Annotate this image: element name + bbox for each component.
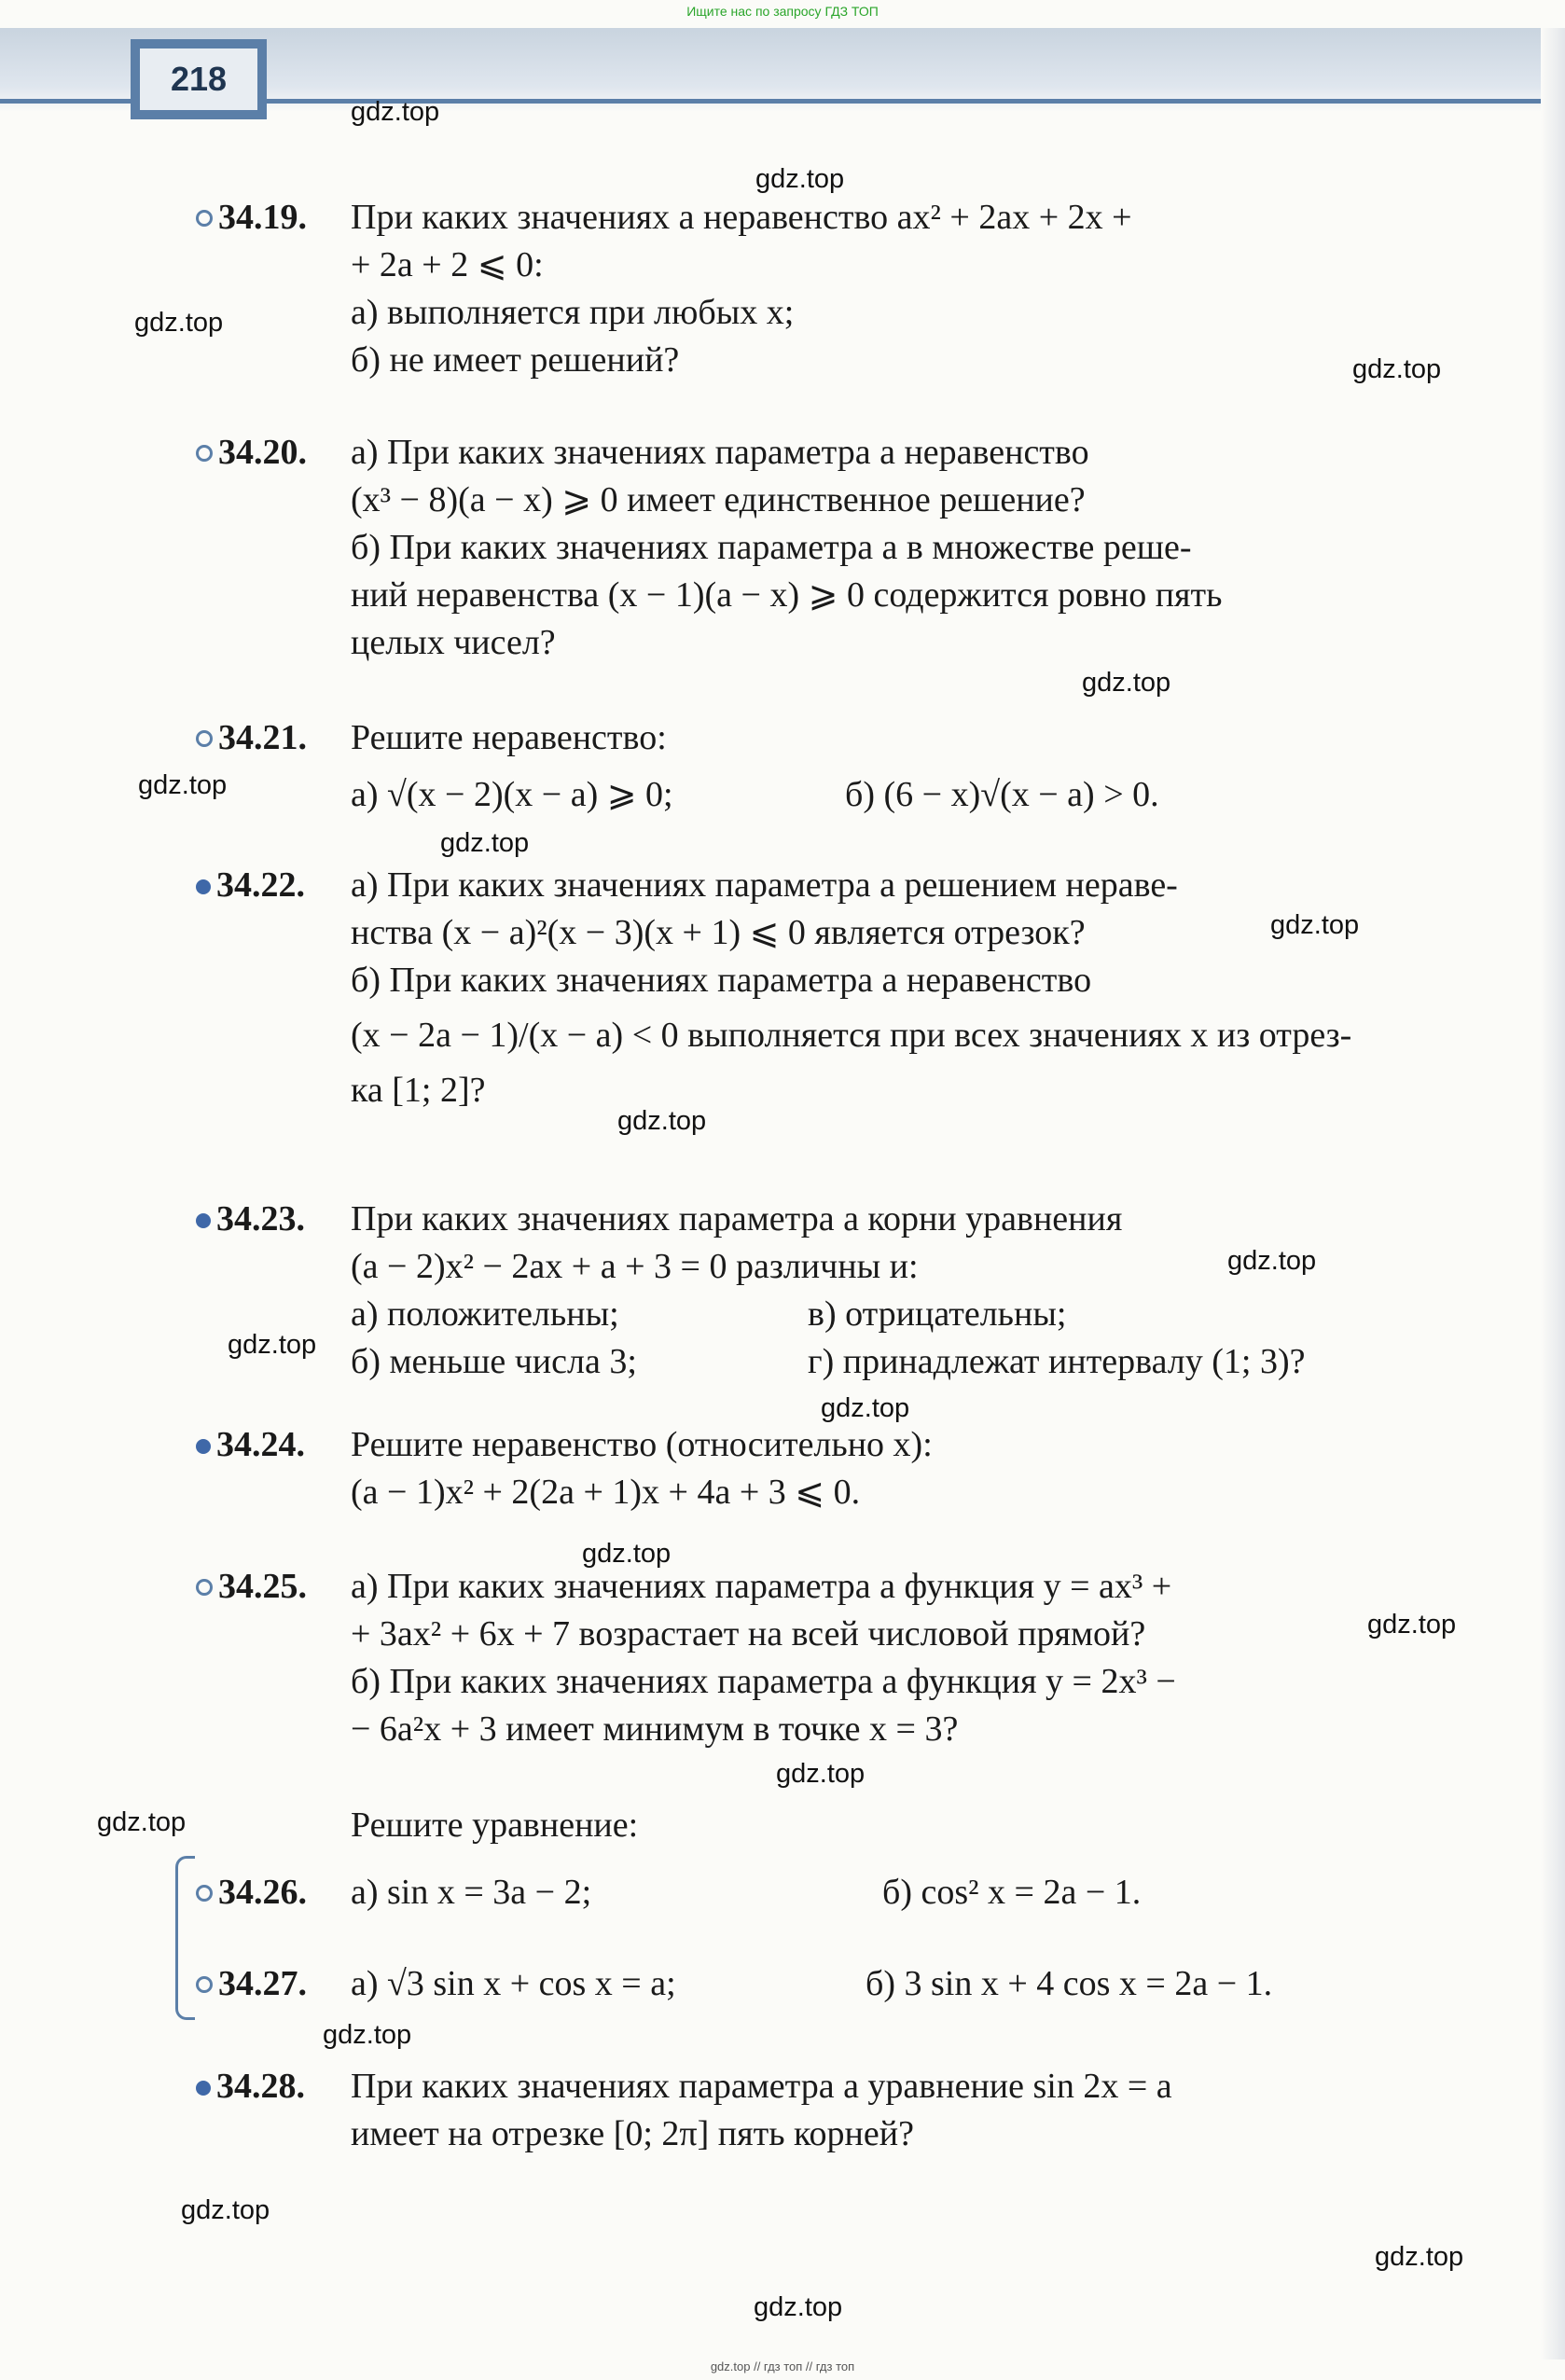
problem-text: а) При каких значениях параметра a неравенство: [351, 433, 1089, 472]
open-circle-icon: [196, 445, 213, 462]
watermark: gdz.top: [821, 1393, 910, 1423]
watermark: gdz.top: [1227, 1246, 1317, 1276]
filled-circle-icon: [196, 1213, 211, 1228]
problem-number: 34.21.: [218, 718, 307, 757]
watermark: gdz.top: [351, 97, 440, 127]
watermark: gdz.top: [776, 1759, 866, 1789]
problem-part-b: б) (6 − x)√(x − a) > 0.: [845, 775, 1159, 814]
watermark: gdz.top: [582, 1539, 672, 1569]
problem-34-24: [196, 1421, 1450, 1516]
problem-part-d: г) принадлежат интервалу (1; 3)?: [808, 1342, 1306, 1381]
problem-text: − 6a²x + 3 имеет минимум в точке x = 3?: [351, 1709, 959, 1749]
watermark: gdz.top: [440, 828, 530, 858]
problem-34-21: [196, 714, 1450, 819]
watermark: gdz.top: [138, 770, 228, 800]
problem-text: (a − 1)x² + 2(2a + 1)x + 4a + 3 ⩽ 0.: [351, 1473, 861, 1512]
problem-text: б) При каких значениях параметра a функция y = 2x³ −: [351, 1662, 1176, 1701]
problem-text: б) При каких значениях параметра a неравенство: [351, 961, 1092, 1000]
problem-34-25: [196, 1563, 1450, 1753]
problem-text: ний неравенства (x − 1)(a − x) ⩾ 0 содержится ровно пять: [351, 575, 1223, 615]
watermark: gdz.top: [1352, 354, 1442, 384]
filled-circle-icon: [196, 879, 211, 894]
watermark: gdz.top: [1367, 1610, 1457, 1640]
problem-text: целых чисел?: [351, 623, 556, 662]
problem-part-b: б) cos² x = 2a − 1.: [882, 1873, 1142, 1912]
watermark: gdz.top: [97, 1807, 187, 1837]
open-circle-icon: [196, 1885, 213, 1902]
section-intro: [196, 1802, 1450, 1849]
bottom-note: gdz.top // гдз топ // гдз топ: [710, 2359, 855, 2373]
problem-number: 34.28.: [216, 2067, 305, 2106]
open-circle-icon: [196, 210, 213, 227]
problem-text: + 2a + 2 ⩽ 0:: [351, 245, 544, 284]
intro-text: Решите уравнение:: [351, 1806, 639, 1845]
problem-number: 34.27.: [218, 1964, 307, 2003]
problem-part-a: а) √3 sin x + cos x = a;: [351, 1964, 676, 2003]
problem-part-a: а) положительны;: [351, 1294, 619, 1334]
problem-text: имеет на отрезке [0; 2π] пять корней?: [351, 2114, 914, 2153]
problem-34-26: [196, 1869, 1450, 1916]
problem-number: 34.20.: [218, 433, 307, 472]
problem-text: При каких значениях параметра a корни уравнения: [351, 1199, 1123, 1238]
watermark: gdz.top: [181, 2195, 270, 2225]
problem-text: При каких значениях параметра a уравнение sin 2x = a: [351, 2067, 1172, 2106]
problem-text: а) выполняется при любых x;: [351, 293, 795, 332]
problem-text: нства (x − a)²(x − 3)(x + 1) ⩽ 0 является отрезок?: [351, 913, 1086, 952]
group-bracket: [175, 1856, 195, 2020]
page-edge-shadow: [1541, 28, 1565, 2359]
problem-number: 34.23.: [216, 1199, 305, 1238]
watermark: gdz.top: [1270, 910, 1360, 940]
top-note: Ищите нас по запросу ГДЗ ТОП: [686, 4, 879, 19]
problem-part-c: в) отрицательны;: [808, 1294, 1067, 1334]
problem-34-19: [196, 194, 1450, 384]
problem-text: (x − 2a − 1)/(x − a) < 0 выполняется при всех значениях x из отрез-: [351, 1016, 1352, 1055]
watermark: gdz.top: [228, 1330, 317, 1360]
problem-34-22: [196, 862, 1450, 1114]
watermark: gdz.top: [1375, 2242, 1464, 2272]
filled-circle-icon: [196, 1439, 211, 1454]
watermark: gdz.top: [1082, 668, 1171, 698]
problem-text: ка [1; 2]?: [351, 1071, 486, 1110]
problem-text: + 3ax² + 6x + 7 возрастает на всей числовой прямой?: [351, 1614, 1146, 1654]
problem-text: а) При каких значениях параметра a функция y = ax³ +: [351, 1567, 1172, 1606]
watermark: gdz.top: [134, 308, 224, 338]
problem-number: 34.19.: [218, 198, 307, 237]
problem-text: (x³ − 8)(a − x) ⩾ 0 имеет единственное решение?: [351, 480, 1086, 519]
problem-text: б) При каких значениях параметра a в множестве реше-: [351, 528, 1192, 567]
problem-text: При каких значениях a неравенство ax² + 2ax + 2x +: [351, 198, 1132, 237]
problem-34-27: [196, 1960, 1450, 2008]
watermark: gdz.top: [617, 1106, 707, 1136]
page-number-box: [131, 39, 267, 119]
filled-circle-icon: [196, 2081, 211, 2096]
problem-34-20: [196, 429, 1450, 667]
problem-number: 34.26.: [218, 1873, 307, 1912]
problem-part-b: б) меньше числа 3;: [351, 1342, 637, 1381]
problem-part-b: б) 3 sin x + 4 cos x = 2a − 1.: [866, 1964, 1273, 2003]
problem-34-28: [196, 2063, 1450, 2158]
open-circle-icon: [196, 1976, 213, 1993]
watermark: gdz.top: [754, 2292, 843, 2322]
problem-text: Решите неравенство:: [351, 718, 667, 757]
problem-text: б) не имеет решений?: [351, 340, 680, 380]
problem-34-23: [196, 1196, 1450, 1386]
problem-number: 34.25.: [218, 1567, 307, 1606]
watermark: gdz.top: [323, 2020, 412, 2050]
problem-number: 34.24.: [216, 1425, 305, 1464]
watermark: gdz.top: [755, 164, 845, 194]
problem-part-a: а) sin x = 3a − 2;: [351, 1873, 592, 1912]
problem-number: 34.22.: [216, 865, 305, 905]
open-circle-icon: [196, 730, 213, 747]
problem-part-a: а) √(x − 2)(x − a) ⩾ 0;: [351, 775, 673, 814]
open-circle-icon: [196, 1579, 213, 1596]
page-number: 218: [170, 60, 228, 98]
problem-text: а) При каких значениях параметра a решением нераве-: [351, 865, 1178, 905]
problem-text: Решите неравенство (относительно x):: [351, 1425, 933, 1464]
problem-text: (a − 2)x² − 2ax + a + 3 = 0 различны и:: [351, 1247, 919, 1286]
